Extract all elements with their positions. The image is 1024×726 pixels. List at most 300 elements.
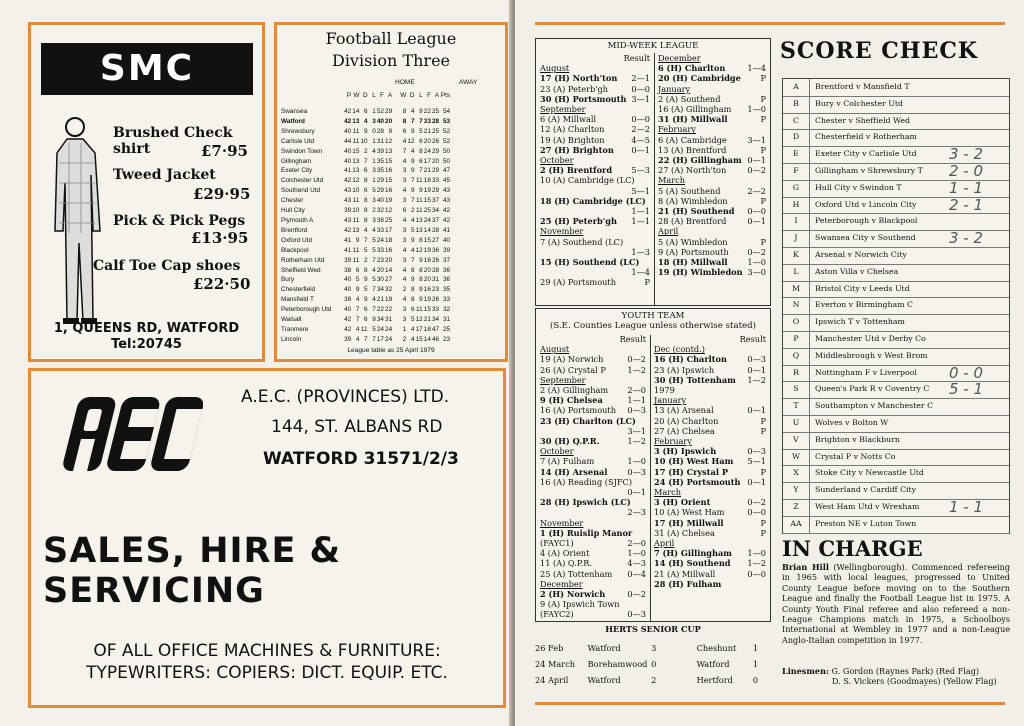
league-row [281, 256, 507, 266]
league-cell: 4 [355, 296, 360, 304]
league-cell: 3 [402, 167, 407, 175]
handwritten-score: 0 - 0 [949, 363, 984, 382]
fixture-label: 27 (A) Chelsea [654, 425, 715, 436]
score-check-row [783, 432, 1009, 450]
league-cell: 2 [372, 207, 376, 215]
league-cell: 16 [385, 187, 393, 195]
league-cell: 9 [419, 256, 423, 264]
score-check-match: Swansea City v Southend [815, 233, 916, 243]
league-cell: 4 [355, 325, 360, 333]
fixture-label: 6 (A) Millwall [540, 114, 597, 125]
score-check-row [783, 415, 1009, 433]
league-header-cell: D [409, 92, 415, 99]
fixture-row [654, 477, 766, 487]
fixture-label: 2 (H) Norwich [540, 589, 606, 600]
league-cell: 23 [376, 256, 384, 264]
fixture-row [654, 528, 766, 538]
fixture-label: 9 (H) Chelsea [540, 395, 603, 406]
fixture-row [654, 405, 766, 415]
score-check-letter: H [783, 197, 810, 214]
league-header-cell: W [400, 92, 407, 99]
month-label: December [658, 53, 701, 63]
league-cell: 4 [410, 246, 415, 254]
fixture-label: 29 (A) Portsmouth [540, 277, 616, 288]
fixture-result: 3—1 [747, 134, 766, 145]
fixture-row [654, 375, 766, 385]
fixture-result: 1—4 [747, 63, 766, 74]
month-label: December [540, 578, 583, 589]
league-cell: 35 [442, 286, 451, 294]
fixture-label: 12 (A) Charlton [540, 124, 605, 135]
fixture-label: 9 (A) Portsmouth [658, 246, 729, 257]
score-check-match: Peterborough v Blackpool [815, 216, 918, 226]
league-cell: 11 [360, 325, 368, 333]
league-cell: 4 [372, 296, 376, 304]
league-cell: 29 [431, 187, 440, 195]
league-cell: 34 [431, 207, 440, 215]
score-check-letter: D [783, 129, 810, 146]
league-cell: 31 [385, 316, 393, 324]
league-cell: 32 [442, 306, 451, 314]
fixture-label: 21 (H) Southend [658, 206, 735, 217]
league-cell: 40 [376, 197, 384, 205]
fixture-row [654, 416, 766, 426]
league-cell: 42 [344, 316, 352, 324]
fixture-label: 13 (A) Brentford [658, 144, 727, 155]
league-cell: 1 [402, 325, 407, 333]
fixture-row [654, 354, 766, 364]
league-cell: 35 [376, 167, 384, 175]
fixture-label: 4 (A) Orient [540, 548, 590, 559]
youth-team [535, 308, 771, 622]
league-cell: 21 [423, 316, 431, 324]
fixture-result: 0—0 [631, 83, 650, 94]
league-cell: 38 [344, 296, 352, 304]
fixture-row [540, 599, 646, 609]
league-cell: 7 [372, 335, 376, 343]
league-row [281, 157, 507, 167]
league-cell: 13 [415, 226, 423, 234]
fixture-result: P [760, 144, 766, 155]
fixture-row [540, 247, 650, 257]
fixture-row [658, 145, 766, 155]
fixture-label: 7 (A) Fulham [540, 456, 595, 467]
fixture-row [658, 257, 766, 267]
league-cell: 14 [385, 266, 393, 274]
herts-title: HERTS SENIOR CUP [605, 624, 701, 634]
score-check-row [783, 247, 1009, 265]
fixture-result: 1—2 [627, 436, 646, 447]
league-cell: 12 [415, 316, 423, 324]
aec-street: 144, ST. ALBANS RD [271, 417, 443, 437]
league-team: Swansea [281, 108, 308, 115]
league-cell: 28 [431, 226, 440, 234]
league-cell: 8 [410, 296, 415, 304]
league-cell: 33 [431, 177, 440, 185]
league-cell: 17 [385, 226, 393, 234]
league-cell: 19 [385, 296, 393, 304]
fixture-row [540, 538, 646, 548]
league-cell: 24 [385, 325, 393, 333]
league-cell: 4 [402, 246, 407, 254]
league-cell: 5 [372, 276, 376, 284]
fixture-row [540, 175, 650, 185]
fixture-label: 13 (A) Arsenal [654, 405, 714, 416]
referee-bio-text: (Wellingborough). Commenced refereeing in 1965 with local leagues, progressed to United County League before moving on to the Southern League and finally the Football League list in 1975. A County Youth Final referee and also refereed a non-League Champions match in 1975, a Schoolboys International at Wembley in 1977 and a non-League Anglo-Italian competition in 1977. [782, 562, 1011, 645]
league-cell: 39 [442, 246, 451, 254]
league-cell: 21 [423, 167, 431, 175]
handwritten-score: 1 - 1 [949, 178, 984, 197]
score-check-letter: B [783, 96, 810, 113]
fixture-result: 0—2 [627, 589, 646, 600]
league-cell: 20 [385, 256, 393, 264]
month-label: March [658, 175, 686, 186]
league-cell: 10 [352, 207, 360, 215]
league-cell: 24 [376, 325, 384, 333]
league-cell: 3 [402, 177, 407, 185]
score-check-letter: I [783, 213, 810, 230]
fixture-label: 30 (H) Portsmouth [540, 93, 627, 104]
fixture-row [540, 477, 646, 487]
league-cell: 5 [372, 325, 376, 333]
league-cell: 3 [402, 256, 407, 264]
league-cell: 25 [431, 127, 440, 135]
month-label: Dec (contd.) [654, 344, 705, 355]
league-cell: 9 [410, 127, 415, 135]
league-cell: 4 [402, 157, 407, 165]
league-cell: 27 [385, 276, 393, 284]
handwritten-score: 2 - 1 [949, 195, 984, 214]
fixture-result: 0—3 [747, 354, 766, 365]
league-cell: 38 [344, 266, 352, 274]
league-cell: 8 [419, 236, 423, 244]
fixture-row [658, 247, 766, 257]
league-cell: 32 [376, 207, 384, 215]
fixture-result: 2—2 [631, 124, 650, 135]
midweek-left-column [540, 53, 650, 288]
score-check-row [783, 331, 1009, 349]
league-row [281, 275, 507, 285]
league-cell: 12 [385, 137, 393, 145]
league-cell: 3 [402, 226, 407, 234]
fixture-result: P [760, 425, 766, 436]
fixture-row [540, 135, 650, 145]
score-check-match: Hull City v Swindon T [815, 182, 902, 192]
fixture-label: 15 (H) Southend (LC) [540, 257, 640, 268]
league-cell: 7 [355, 316, 360, 324]
score-check-letter: Z [783, 499, 810, 516]
league-cell: 39 [344, 207, 352, 215]
score-check-letter: E [783, 146, 810, 163]
league-cell: 11 [416, 197, 423, 205]
fixture-result: 5—3 [631, 165, 650, 176]
league-subtitle: Division Three [331, 51, 450, 70]
league-cell: 42 [344, 226, 352, 234]
fixture-label: 18 (H) Millwall [658, 257, 728, 268]
score-check-match: Preston NE v Luton Town [815, 518, 917, 528]
league-header-cell: W [353, 92, 360, 99]
fixture-row [540, 257, 650, 267]
fixture-label: 20 (A) Charlton [654, 415, 719, 426]
league-title: Football League [325, 29, 457, 48]
league-cell: 50 [442, 147, 451, 155]
league-cell: 47 [442, 167, 451, 175]
score-check-row [783, 297, 1009, 315]
fixture-result: 0—3 [627, 609, 646, 620]
score-check-letter: N [783, 297, 810, 314]
fixture-result: 1—4 [631, 267, 650, 278]
league-cell: 9 [419, 286, 423, 294]
league-cell: 6 [419, 157, 423, 165]
league-cell: 40 [344, 276, 352, 284]
smc-item-name: Tweed Jacket [113, 167, 216, 183]
league-cell: 22 [376, 306, 384, 314]
fixture-label: 1 (H) Ruislip Manor [540, 527, 633, 538]
top-rule [535, 22, 1005, 25]
fixture-result: P [760, 517, 766, 528]
league-cell: 31 [442, 316, 451, 324]
league-cell: 9 [419, 296, 423, 304]
league-cell: 37 [431, 216, 440, 224]
league-cell: 3 [402, 316, 407, 324]
fixture-result: 0—1 [747, 155, 766, 166]
month-heading [654, 344, 766, 354]
score-check-match: Nottingham F v Liverpool [815, 367, 917, 377]
herts-away: Hertford [696, 675, 733, 685]
month-heading [540, 63, 650, 73]
fixture-row [540, 267, 650, 277]
fixture-result: 0—2 [747, 165, 766, 176]
league-cell: 9 [410, 167, 415, 175]
fixture-row [540, 487, 646, 497]
fixture-result: 0—0 [631, 114, 650, 125]
league-cell: 26 [431, 296, 440, 304]
league-cell: 28 [376, 127, 384, 135]
month-heading [540, 344, 646, 354]
league-cell: 8 [419, 147, 423, 155]
fixture-row [654, 558, 766, 568]
league-cell: 6 [402, 207, 407, 215]
fixture-result: 1—0 [627, 456, 646, 467]
fixture-row [654, 446, 766, 456]
score-check-row [783, 230, 1009, 248]
score-check-match: Chesterfield v Rotherham [815, 132, 917, 142]
league-row [281, 325, 507, 335]
league-cell: 11 [352, 256, 360, 264]
league-cell: 18 [385, 236, 393, 244]
herts-as: 1 [752, 659, 759, 669]
month-label: September [540, 104, 586, 115]
smc-item-price: £13·95 [191, 229, 249, 247]
fixture-row [654, 569, 766, 579]
fixture-result: 1—2 [627, 364, 646, 375]
league-team: Walsall [281, 316, 302, 324]
league-team: Lincoln [281, 335, 302, 343]
league-cell: 18 [423, 325, 431, 333]
league-cell: 46 [431, 335, 440, 343]
handwritten-score: 1 - 1 [949, 498, 984, 516]
league-cell: 4 [364, 117, 368, 125]
fixture-row [540, 196, 650, 206]
league-cell: 0 [372, 127, 376, 135]
league-cell: 23 [431, 286, 440, 294]
month-label: September [540, 374, 586, 385]
league-cell: 6 [410, 306, 415, 314]
score-check-match: Everton v Birmingham C [815, 300, 914, 310]
herts-date: 26 Feb [535, 643, 564, 653]
league-table-box [274, 22, 508, 362]
score-check-row [783, 264, 1009, 282]
league-cell: 4 [402, 137, 407, 145]
fixture-row [540, 436, 646, 446]
fixture-row [540, 165, 650, 175]
fixture-result: P [760, 466, 766, 477]
referee-bio [782, 562, 1010, 645]
fixture-label: 1979 [654, 385, 675, 396]
league-cell: 4 [410, 325, 415, 333]
league-row [281, 166, 507, 176]
month-heading [654, 538, 766, 548]
linesmen [782, 666, 1010, 687]
smc-advert [28, 22, 265, 362]
league-cell: 12 [385, 207, 393, 215]
fixture-result: 0—0 [747, 206, 766, 217]
fixture-row [658, 237, 766, 247]
league-cell: 25 [385, 216, 393, 224]
league-cell: 37 [442, 256, 451, 264]
month-heading [540, 446, 646, 456]
league-cell: 5 [364, 246, 368, 254]
league-cell: 8 [364, 266, 368, 274]
league-cell: 39 [344, 335, 352, 343]
league-cell: 42 [344, 325, 352, 333]
smc-item-name: Calf Toe Cap shoes [93, 258, 241, 274]
league-row [281, 137, 507, 147]
league-cell: 16 [385, 167, 393, 175]
league-cell: 7 [410, 197, 415, 205]
score-check-letter: P [783, 331, 810, 348]
fixture-row [540, 558, 646, 568]
fixture-result: 0—1 [747, 216, 766, 227]
league-cell: 41 [442, 226, 451, 234]
fixture-result: 1—0 [627, 548, 646, 559]
midweek-right-column [658, 53, 766, 277]
fixture-result: 1—1 [631, 206, 650, 217]
fixture-label: (FAYC2) [540, 609, 574, 620]
league-cell: 7 [410, 117, 415, 125]
fixture-result: 1—1 [627, 395, 646, 406]
fixture-row [658, 196, 766, 206]
aec-advert [28, 368, 506, 708]
fixture-label: 18 (H) Cambridge (LC) [540, 195, 646, 206]
league-row [281, 216, 507, 226]
league-row [281, 335, 507, 345]
league-cell: 39 [376, 147, 384, 155]
league-cell: 11 [416, 177, 423, 185]
league-header-cell: D [362, 92, 368, 99]
month-label: February [654, 436, 692, 447]
league-cell: 53 [442, 117, 451, 125]
league-cell: 29 [431, 147, 440, 155]
fixture-label: 22 (H) Gillingham [658, 155, 742, 166]
score-check-letter: J [783, 230, 810, 247]
herts-home: Watford [587, 643, 621, 653]
fixture-label: 17 (H) North'ton [540, 73, 618, 84]
fixture-label: 16 (A) Reading (SJFC) [540, 476, 633, 487]
fixture-row [654, 579, 766, 589]
score-check-letter: F [783, 163, 810, 180]
score-check-match: Stoke City v Newcastle Utd [815, 468, 924, 478]
fixture-row [540, 354, 646, 364]
result-label: Result [619, 334, 646, 344]
league-cell: 9 [372, 316, 376, 324]
league-cell: 42 [442, 216, 451, 224]
league-cell: 8 [419, 276, 423, 284]
league-cell: 10 [352, 187, 360, 195]
fixture-label: 2 (A) Gillingham [540, 385, 609, 396]
league-cell: 34 [376, 316, 384, 324]
league-cell: 21 [376, 296, 384, 304]
league-cell: 5 [372, 236, 376, 244]
month-heading [658, 53, 766, 63]
league-cell: 9 [364, 276, 368, 284]
smc-item-price: £7·95 [201, 142, 248, 160]
league-cell: 43 [344, 187, 352, 195]
fixture-result: P [760, 73, 766, 84]
league-cell: 36 [442, 276, 451, 284]
score-check-letter: G [783, 180, 810, 197]
league-cell: 43 [442, 197, 451, 205]
league-cell: 6 [364, 316, 368, 324]
month-label: August [540, 344, 570, 355]
score-check-match: Arsenal v Norwich City [815, 250, 907, 259]
league-cell: 29 [376, 177, 384, 185]
fixture-label: 10 (H) West Ham [654, 456, 734, 467]
referee-name: Brian Hill [782, 562, 829, 572]
month-heading [540, 518, 646, 528]
score-check-row [783, 499, 1009, 517]
league-cell: 43 [344, 216, 352, 224]
league-header-cell: L [372, 92, 376, 99]
fixture-row [654, 507, 766, 517]
fixture-label: 16 (H) Charlton [654, 354, 727, 365]
fixture-result: 1—0 [747, 104, 766, 115]
league-cell: 26 [431, 137, 440, 145]
fixture-label: 19 (H) Wimbledon [658, 267, 743, 278]
score-check-match: Aston Villa v Chelsea [815, 266, 899, 276]
score-check-row [783, 398, 1009, 416]
month-label: January [658, 83, 691, 94]
league-cell: 24 [385, 335, 393, 343]
month-heading [658, 124, 766, 134]
fixture-row [540, 395, 646, 405]
league-cell: 9 [355, 286, 360, 294]
league-cell: 4 [402, 266, 407, 274]
month-label: October [540, 155, 574, 166]
away-label: AWAY [459, 79, 478, 86]
fixture-result: 1—3 [631, 246, 650, 257]
score-check-letter: O [783, 314, 810, 331]
month-heading [658, 175, 766, 185]
fixture-label: 10 (A) West Ham [654, 507, 725, 518]
fixture-label: 14 (H) Southend [654, 558, 731, 569]
fixture-label: 6 (H) Charlton [658, 63, 726, 74]
fixture-result: 1—2 [747, 558, 766, 569]
league-row [281, 127, 507, 137]
league-cell: 15 [415, 335, 423, 343]
herts-row [535, 656, 771, 672]
fixture-row [540, 507, 646, 517]
